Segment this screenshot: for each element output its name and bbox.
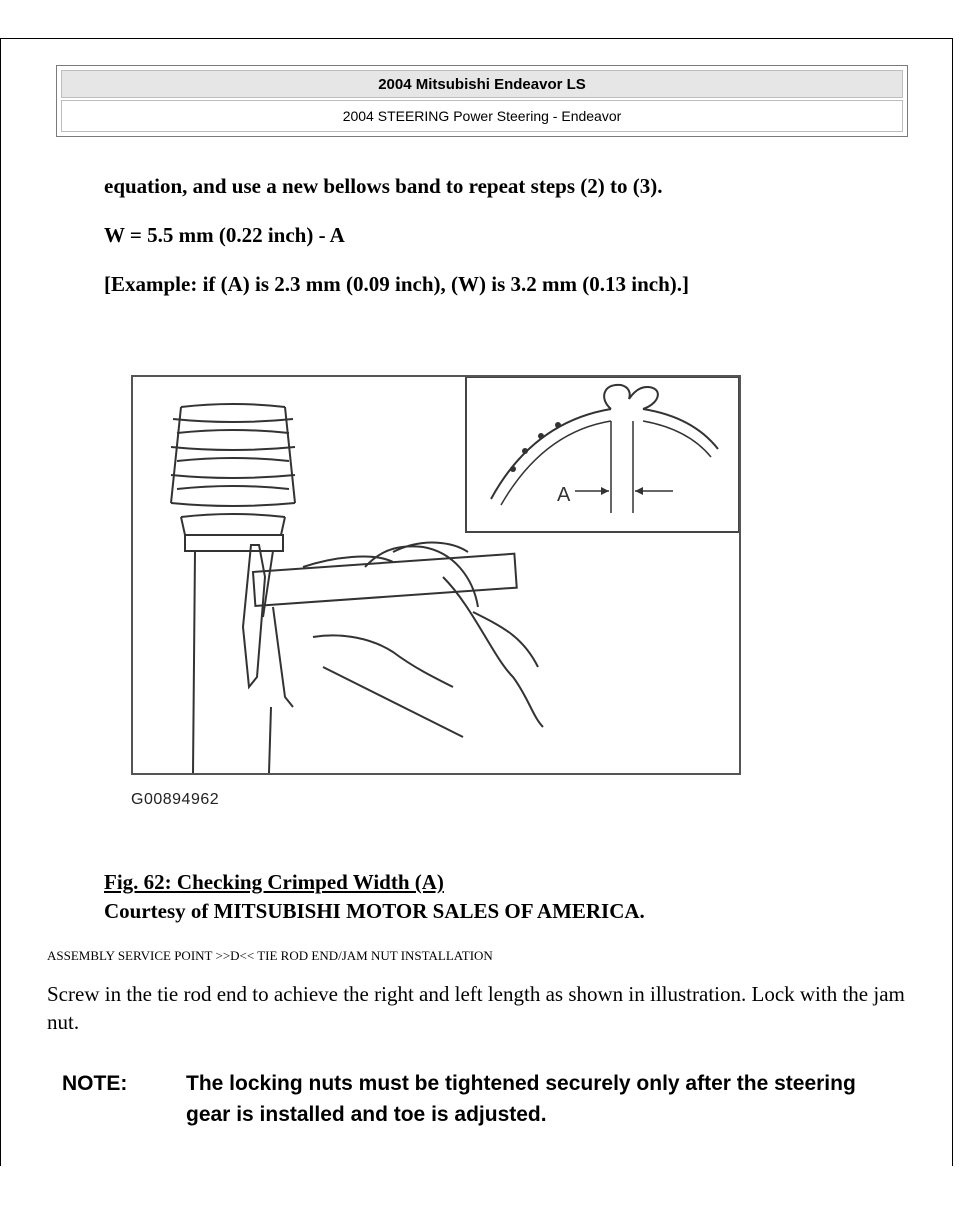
hand-drawing <box>303 543 543 737</box>
bellows-boot <box>171 404 295 773</box>
figure-illustration <box>131 375 741 775</box>
instruction-paragraph: Screw in the tie rod end to achieve the right and left length as shown in illustration. Lock with the jam nut. <box>47 982 905 1034</box>
crimp-check-drawing <box>133 377 739 773</box>
figure-caption-courtesy: Courtesy of MITSUBISHI MOTOR SALES OF AMERICA. <box>104 899 645 923</box>
instruction-line-1: equation, and use a new bellows band to repeat steps (2) to (3). <box>104 174 663 198</box>
note-label: NOTE: <box>62 1072 128 1095</box>
vehicle-title: 2004 Mitsubishi Endeavor LS <box>61 70 903 98</box>
document-header <box>56 65 908 137</box>
figure-caption-link[interactable]: Fig. 62: Checking Crimped Width (A) <box>104 870 444 894</box>
inset-frame <box>466 377 739 532</box>
section-heading: ASSEMBLY SERVICE POINT >>D<< TIE ROD END/JAM NUT INSTALLATION <box>47 948 493 963</box>
note-text: The locking nuts must be tightened securely only after the steering gear is installed and toe is adjusted. <box>186 1072 856 1126</box>
figure-caption-title[interactable] <box>104 870 444 895</box>
formula-line: W = 5.5 mm (0.22 inch) - A <box>104 223 345 247</box>
figure-code: G00894962 <box>131 791 220 808</box>
inset-label-a: A <box>557 484 571 506</box>
caliper-tool <box>243 545 517 773</box>
section-subtitle: 2004 STEERING Power Steering - Endeavor <box>61 100 903 132</box>
example-line: [Example: if (A) is 2.3 mm (0.09 inch), (W) is 3.2 mm (0.13 inch).] <box>104 272 690 296</box>
